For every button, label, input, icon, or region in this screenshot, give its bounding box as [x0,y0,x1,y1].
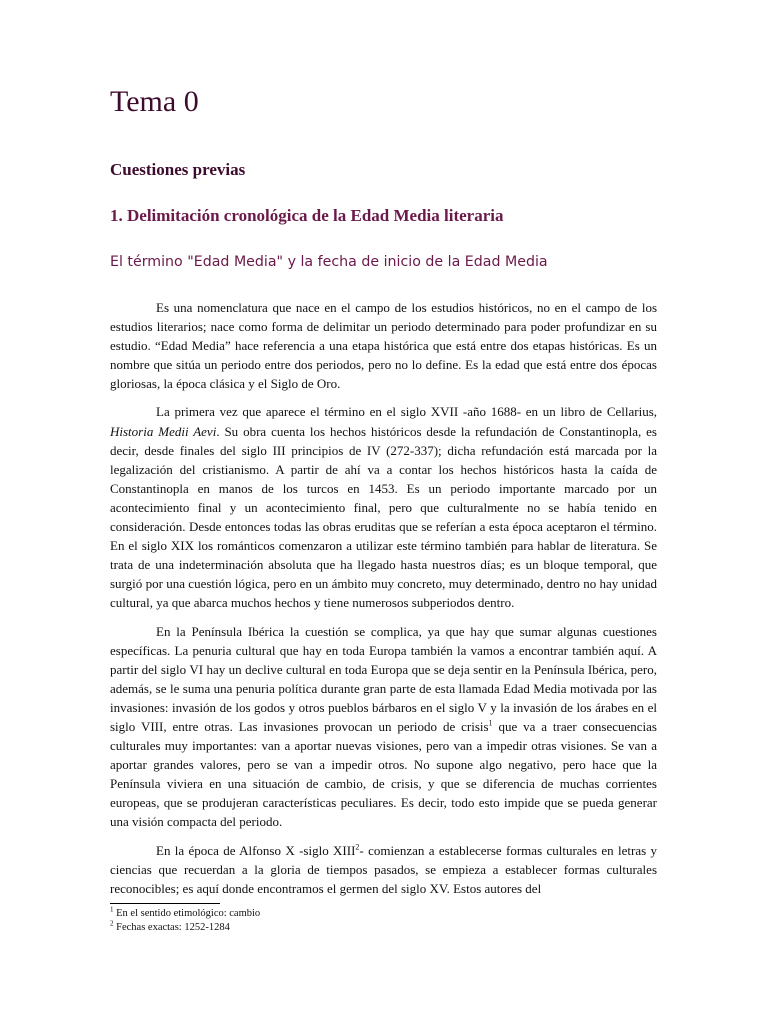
paragraph [110,841,657,898]
paragraph-text: que va a traer consecuencias culturales muy importantes: van a aportar nuevas visiones, pero van a impedir otras visiones. Se van a aportar grandes valores, pero se van a impedir otros. No supone algo negativo, pero hace que la Península viviera en una situación de cambio, de crisis, y que se diferencia de muchas corrientes europeas, que se produjeran características peculiares. Es decir, todo esto impide que se pueda generar una visión compacta del periodo. [110,718,657,830]
paragraph-text: - comienzan a establecerse formas culturales en letras y ciencias que recuerdan a la gloria de tiempos pasados, se empieza a establecer formas culturales reconocibles; es aquí donde encontramos el germen del siglo XV. Estos autores del [110,842,657,896]
footnote-mark: 1 [110,905,114,914]
footnote [110,921,657,935]
footnotes [110,903,657,935]
footnote-text: Fechas exactas: 1252-1284 [113,922,230,933]
section-heading: Cuestiones previas [110,160,246,179]
footnote-mark: 2 [110,919,114,928]
paragraph-text: La primera vez que aparece el término en el siglo XVII -año 1688- en un libro de Cellarius, [156,404,657,420]
paragraph-text: En la Península Ibérica la cuestión se complica, ya que hay que sumar algunas cuestiones específicas. La penuria cultural que hay en toda Europa también la vamos a encontrar también aquí. A partir del siglo VI hay un declive cultural en toda Europa que se deja sentir en la Península Ibérica, pero, además, se le suma una penuria política durante gran parte de esta llamada Edad Media motivada por las invasiones: invasión de los godos y otros pueblos bárbaros en el siglo V y la invasión de los árabes en el siglo VIII, entre otras. Las invasiones provocan un periodo de crisis [110,623,657,734]
footnote-divider [110,903,220,904]
subsubsection-heading: El término "Edad Media" y la fecha de inicio de la Edad Media [110,254,548,270]
footnote-text: En el sentido etimológico: cambio [113,908,261,919]
paragraph-text: En la época de Alfonso X -siglo XIII [156,842,356,858]
book-title: Historia Medii Aevi [110,423,217,439]
paragraph-text: . Su obra cuenta los hechos históricos desde la refundación de Constantinopla, es decir, desde finales del siglo III principios de IV (272-337); dicha refundación está marcada por la legalización del cristianismo. A partir de ahí va a contar los hechos históricos hasta la caída de Constantinopla en manos de los turcos en 1453. Es un periodo importante marcado por un acontecimiento final y un acontecimiento final, pero que culturalmente no se había tenido en consideración. Desde entonces todas las obras eruditas que se referían a esta época aceptaron el término. En el siglo XIX los románticos comenzaron a utilizar este término también para hablar de literatura. Se trata de una indeterminación absoluta que ha llegado hasta nuestros días; es un bloque temporal, que surgió por una cuestión lógica, pero en un ámbito muy concreto, muy determinado, dentro no hay unidad cultural, ya que abarca muchos hechos y tiene numerosos subperiodos dentro. [110,423,657,611]
subsection-heading: 1. Delimitación cronológica de la Edad Media literaria [110,206,504,225]
footnote-ref[interactable]: 2 [355,842,360,852]
body-text [110,298,657,907]
paragraph [110,622,657,832]
paragraph-text: Es una nomenclatura que nace en el campo de los estudios históricos, no en el campo de los estudios literarios; nace como forma de delimitar un periodo determinado para poder profundizar en su estudio. “Edad Media” hace referencia a una etapa histórica que está entre dos etapas históricas. Es un nombre que sitúa un periodo entre dos periodos, pero no lo define. Es la edad que está entre dos épocas gloriosas, la época clásica y el Siglo de Oro. [110,300,657,392]
paragraph [110,298,657,393]
footnote-ref[interactable]: 1 [488,718,493,728]
paragraph [110,402,657,612]
document-title: Tema 0 [110,85,199,118]
footnote [110,907,657,921]
